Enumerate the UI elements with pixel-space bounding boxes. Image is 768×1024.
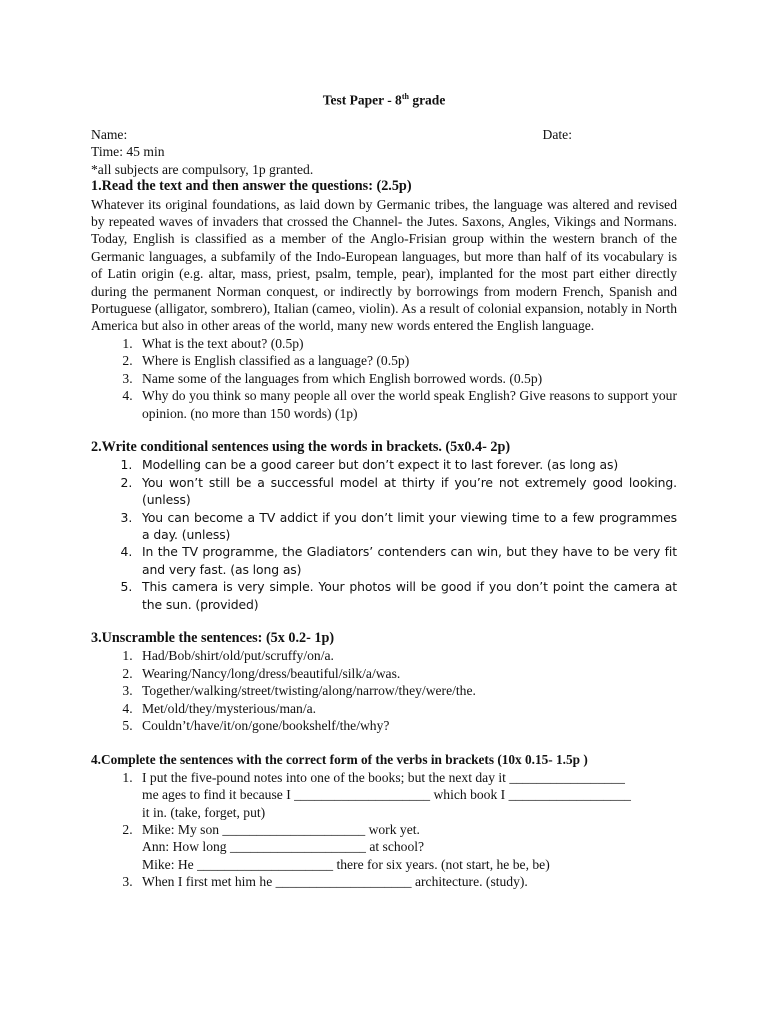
list-item: 3. You can become a TV addict if you don’t limit your viewing time to a few programmes a day. (unless) [136,509,677,544]
item1-line2: me ages to find it because I ____________________ which book I __________________ [142,787,631,803]
section2-items [91,456,677,613]
title-text: Test Paper - 8 [322,92,402,108]
list-item: 2. Where is English classified as a language? (0.5p) [136,352,677,369]
name-label: Name: [91,127,128,142]
list-item: 4. Why do you think so many people all over the world speak English? Give reasons to support your opinion. (no more than 150 words) (1p) [136,387,677,422]
list-item: 3. Name some of the languages from which English borrowed words. (0.5p) [136,370,677,387]
list-item: 5. Couldn’t/have/it/on/gone/bookshelf/the/why? [136,717,677,734]
item2-line2: Ann: How long ____________________ at school? [142,839,425,855]
list-item: 1. Had/Bob/shirt/old/put/scruffy/on/a. [136,647,677,664]
list-item: 5. This camera is very simple. Your photos will be good if you don’t point the camera at the sun. (provided) [136,578,677,613]
section4-heading: 4.Complete the sentences with the correct form of the verbs in brackets (10x 0.15- 1.5p ) [91,752,588,768]
list-item: 1. What is the text about? (0.5p) [136,335,677,352]
spacer [91,734,677,751]
section4-items [91,769,677,891]
section3-heading: 3.Unscramble the sentences: (5x 0.2- 1p) [91,629,335,646]
item1-line1: 1. I put the five-pound notes into one of the books; but the next day it _________________ [142,769,625,785]
paper-content [91,126,677,891]
list-item [136,873,677,890]
reading-text: Whatever its original foundations, as laid down by Germanic tribes, the language was altered and revised by repeated waves of invaders that crossed the Channel- the Jutes. Saxons, Angles, Vikings and Normans. Today, English is classified as a member of the Anglo-Frisian group within the western branch of the Germanic languages, a subfamily of the Indo-European languages, but more than half of its vocabulary is of Latin origin (e.g. altar, mass, priest, psalm, temple, pear), implanted for the most part either directly during the permanent Norman conquest, or indirectly by borrowings from modern French, Spanish and Portuguese (alligator, sombrero), Italian (cameo, violin). As a result of colonial expansion, notably in North America but also in other areas of the world, many new words entered the English language. [91,196,677,334]
list-item: 2. Wearing/Nancy/long/dress/beautiful/silk/a/was. [136,665,677,682]
list-item [136,769,677,821]
item3-line1: 3. When I first met him he ____________________ architecture. (study). [142,874,528,890]
title-superscript: th [401,92,409,101]
instructions-note: *all subjects are compulsory, 1p granted. [91,161,314,177]
section1-heading: 1.Read the text and then answer the questions: (2.5p) [91,178,412,195]
date-label: Date: [542,127,572,142]
section3-items [91,647,677,734]
section2-heading: 2.Write conditional sentences using the words in brackets. (5x0.4- 2p) [91,438,511,455]
name-date-row [91,126,677,143]
list-item: 3. Together/walking/street/twisting/along/narrow/they/were/the. [136,682,677,699]
list-item: 2. You won’t still be a successful model at thirty if you’re not extremely good looking. (unless) [136,474,677,509]
section1-questions [91,335,677,422]
list-item [136,821,677,873]
item2-line3: Mike: He ____________________ there for six years. (not start, he be, be) [142,856,550,872]
title-tail: grade [408,92,446,108]
spacer [91,422,677,439]
time-limit: Time: 45 min [91,144,165,160]
page-title [0,92,768,109]
item2-line1: 2. Mike: My son _____________________ work yet. [142,822,420,838]
item1-line3: it in. (take, forget, put) [142,804,266,820]
list-item: 4. Met/old/they/mysterious/man/a. [136,700,677,717]
list-item: 4. In the TV programme, the Gladiators’ contenders can win, but they have to be very fit and very fast. (as long as) [136,543,677,578]
list-item: 1. Modelling can be a good career but don’t expect it to last forever. (as long as) [136,456,677,473]
spacer [91,613,677,630]
